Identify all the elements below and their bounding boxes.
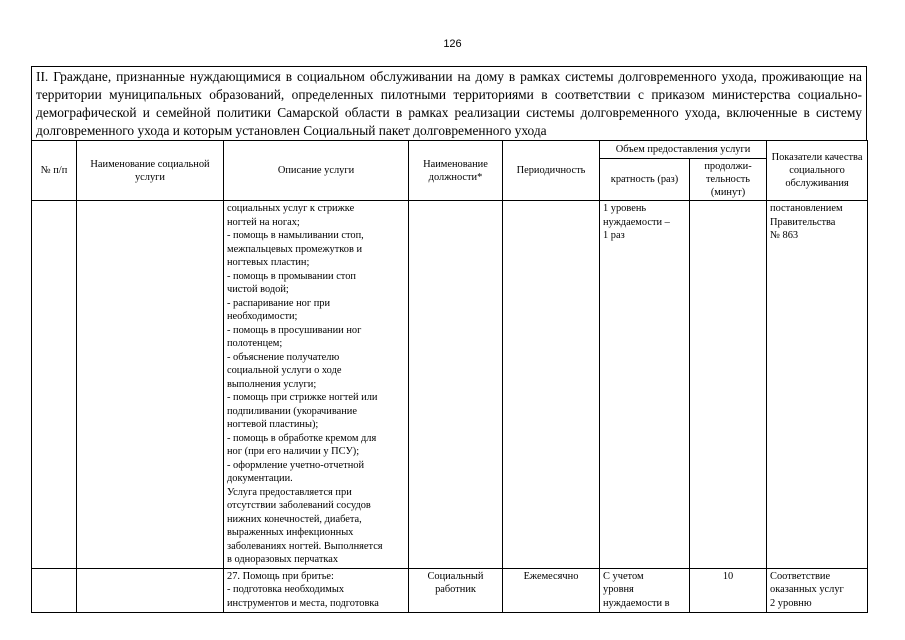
table-row <box>32 568 868 612</box>
text-line: ногтевой пластины); <box>227 419 319 430</box>
text-line: 1 раз <box>603 230 625 241</box>
text-line: выполнения услуги; <box>227 378 317 390</box>
text-line: отсутствии заболеваний сосудов <box>227 500 371 511</box>
text-line: необходимости; <box>227 311 298 322</box>
text-line: постановлением <box>770 203 843 214</box>
text-line: подпиливании (укорачивание <box>227 405 357 417</box>
text-line: 2 уровню <box>770 597 812 609</box>
text-line: - помощь в просушивании ног <box>227 324 362 336</box>
header-description: Описание услуги <box>224 141 409 201</box>
text-line: заболеваниях ногтей. Выполняется <box>227 540 383 552</box>
table-header-row <box>32 141 868 159</box>
cell-multiplicity <box>600 568 690 612</box>
header-position: Наименование должности* <box>409 141 503 201</box>
text-line: 27. Помощь при бритье: <box>227 570 334 582</box>
text-line: - помощь в обработке кремом для <box>227 432 377 444</box>
header-quality: Показатели качества социального обслуживания <box>767 141 868 201</box>
header-duration: продолжи-тельность (минут) <box>690 159 767 201</box>
page-number: 126 <box>443 38 462 50</box>
text-line: ног (при его наличии у ПСУ); <box>227 446 360 457</box>
text-line: нуждаемости – <box>603 216 670 228</box>
text-line: документации. <box>227 473 293 484</box>
text-line: - оформление учетно-отчетной <box>227 459 365 471</box>
header-service-name: Наименование социальной услуги <box>77 141 224 201</box>
header-volume: Объем предоставления услуги <box>600 141 767 159</box>
cell-multiplicity <box>600 201 690 569</box>
cell-duration <box>690 201 767 569</box>
cell-periodicity <box>503 201 600 569</box>
text-line: в одноразовых перчатках <box>227 554 339 565</box>
text-line: № 863 <box>770 230 799 241</box>
header-periodicity: Периодичность <box>503 141 600 201</box>
text-line: - объяснение получателю <box>227 351 340 363</box>
text-line: ногтей на ногах; <box>227 216 300 228</box>
text-line: работник <box>435 584 476 595</box>
cell-service-name <box>77 201 224 569</box>
text-line: - помощь в промывании стоп <box>227 270 356 282</box>
text-line: 1 уровень <box>603 203 647 214</box>
cell-num <box>32 201 77 569</box>
header-num: № п/п <box>32 141 77 201</box>
text-line: инструментов и места, подготовка <box>227 597 379 609</box>
text-line: Соответствие <box>770 570 831 582</box>
text-line: - подготовка необходимых <box>227 584 345 595</box>
cell-description <box>224 568 409 612</box>
text-line: нижних конечностей, диабета, <box>227 513 362 525</box>
text-line: - распаривание ног при <box>227 297 331 309</box>
text-line: - помощь при стрижке ногтей или <box>227 392 378 403</box>
text-line: - помощь в намыливании стоп, <box>227 230 364 241</box>
text-line: социальных услуг к стрижке <box>227 203 355 214</box>
text-line: Правительства <box>770 216 836 228</box>
text-line: полотенцем; <box>227 338 283 349</box>
text-line: нуждаемости в <box>603 597 670 609</box>
text-line: выраженных инфекционных <box>227 527 354 538</box>
text-line: Услуга предоставляется при <box>227 486 352 498</box>
header-multiplicity: кратность (раз) <box>600 159 690 201</box>
cell-position <box>409 201 503 569</box>
cell-description <box>224 201 409 569</box>
cell-duration: 10 <box>690 568 767 612</box>
text-line: уровня <box>603 584 634 595</box>
services-table <box>31 140 868 613</box>
section-header: II. Граждане, признанные нуждающимися в социальном обслуживании на дому в рамках системы долговременного ухода, проживающие на территории муниципальных образований, определенных пилотными территориями в соответствии с приказом министерства социально-демографической и семейной политики Самарской области в рамках реализации системы долговременного ухода, включенные в систему долговременного ухода и которым установлен Социальный пакет долговременного ухода <box>31 66 867 140</box>
text-line: межпальцевых промежутков и <box>227 243 363 255</box>
document-frame <box>31 66 867 613</box>
text-line: ногтевых пластин; <box>227 257 310 268</box>
table-row <box>32 201 868 569</box>
cell-periodicity: Ежемесячно <box>503 568 600 612</box>
text-line: чистой водой; <box>227 284 289 295</box>
cell-quality <box>767 201 868 569</box>
text-line: оказанных услуг <box>770 584 844 595</box>
cell-num <box>32 568 77 612</box>
cell-quality <box>767 568 868 612</box>
text-line: социальной услуги о ходе <box>227 365 342 376</box>
text-line: Социальный <box>427 570 484 582</box>
cell-service-name <box>77 568 224 612</box>
text-line: С учетом <box>603 570 644 582</box>
cell-position <box>409 568 503 612</box>
